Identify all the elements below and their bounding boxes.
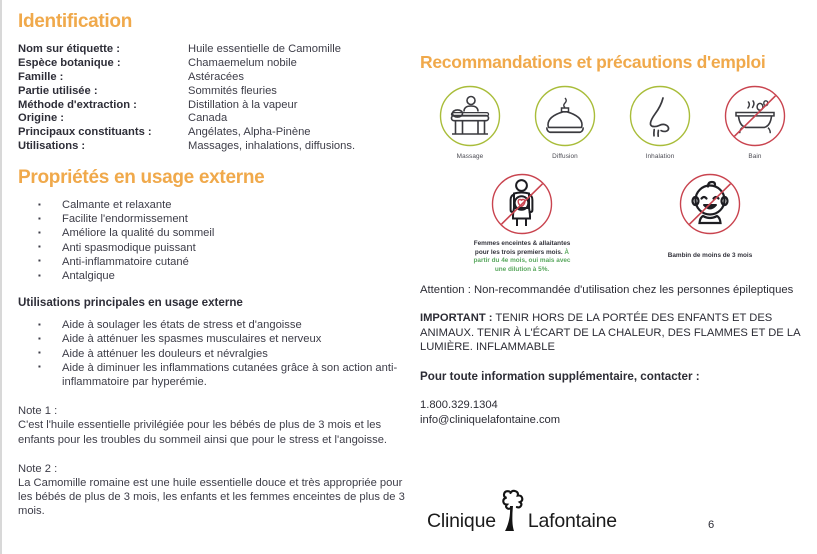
list-item: ▪ Antalgique — [18, 269, 410, 283]
usage-icon-massage — [428, 84, 512, 160]
list-item: ▪ Aide à atténuer les douleurs et névralgies — [18, 347, 410, 361]
recommendations-title: Recommandations et précautions d'emploi — [420, 52, 766, 72]
warning-icon-baby — [656, 172, 764, 274]
icon-caption: Diffusion — [552, 153, 578, 160]
list-item: ▪ Aide à atténuer les spasmes musculaires et nerveux — [18, 332, 410, 346]
contact-details — [420, 398, 805, 427]
row-value: Massages, inhalations, diffusions. — [188, 140, 356, 153]
row-label: Utilisations : — [18, 140, 86, 153]
warning-caption-dark: Femmes enceintes & allaitantes pour les trois premiers mois. — [473, 240, 571, 256]
table-row — [18, 99, 410, 113]
table-row — [18, 43, 410, 57]
page-left-edge-rule — [0, 0, 2, 554]
diffuser-icon — [533, 84, 597, 148]
note-heading: Note 1 : — [18, 405, 58, 418]
row-label: Partie utilisée : — [18, 84, 98, 97]
warning-icon-pregnant — [468, 172, 576, 274]
list-item: ▪ Aide à soulager les états de stress et d'angoisse — [18, 318, 410, 332]
uses-title: Utilisations principales en usage externe — [18, 296, 243, 310]
warning-caption — [468, 240, 576, 274]
note-heading: Note 2 : — [18, 462, 58, 475]
logo-word-lafontaine: Lafontaine — [527, 509, 617, 532]
properties-title: Propriétés en usage externe — [18, 167, 265, 189]
list-item: ▪ Facilite l'endormissement — [18, 212, 410, 226]
table-row — [18, 112, 410, 126]
row-value: Huile essentielle de Camomille — [188, 42, 341, 55]
attention-text: Attention : Non-recommandée d'utilisation chez les personnes épileptiques — [420, 284, 794, 297]
list-item: ▪ Anti-inflammatoire cutané — [18, 255, 410, 269]
massage-icon — [438, 84, 502, 148]
clinique-lafontaine-logo — [427, 487, 617, 531]
list-item: ▪ Aide à diminuer les inflammations cutanées grâce à son action anti-inflammatoire par hyperémie. — [18, 361, 410, 389]
note-body: C'est l'huile essentielle privilégiée pour les bébés de plus de 3 mois et les enfants pour les troubles du sommeil ainsi que pour le stress et l'angoisse. — [18, 419, 388, 446]
bathtub-icon — [723, 84, 787, 148]
row-label: Origine : — [18, 112, 64, 125]
row-value: Astéracées — [188, 70, 244, 83]
table-row — [18, 71, 410, 85]
tree-logo-icon — [497, 487, 527, 533]
icon-caption: Massage — [456, 153, 484, 160]
row-value: Chamaemelum nobile — [188, 56, 297, 69]
table-row — [18, 57, 410, 71]
row-value: Distillation à la vapeur — [188, 98, 298, 111]
row-label: Espèce botanique : — [18, 56, 121, 69]
table-row — [18, 126, 410, 140]
row-value: Canada — [188, 112, 228, 125]
list-item: ▪ Améliore la qualité du sommeil — [18, 226, 410, 240]
note-2 — [18, 462, 410, 519]
email-address: info@cliniquelafontaine.com — [420, 413, 561, 426]
important-text — [420, 311, 805, 354]
note-1 — [18, 404, 410, 447]
table-row — [18, 140, 410, 154]
note-body: La Camomille romaine est une huile essentielle douce et très appropriée pour les bébés de plus de 3 mois, les enfants et les femmes enceintes de plus de 3 mois. — [18, 477, 405, 518]
row-label: Méthode d'extraction : — [18, 98, 137, 111]
important-body: TENIR HORS DE LA PORTÉE DES ENFANTS ET DES ANIMAUX. TENIR À L'ÉCART DE LA CHALEUR, DES FLAMMES ET DE LA LUMIÈRE. INFLAMMABLE — [420, 312, 800, 353]
warning-caption: Bambin de moins de 3 mois — [667, 252, 753, 259]
baby-icon — [678, 172, 742, 236]
warning-icons-row — [420, 172, 805, 274]
list-item: ▪ Calmante et relaxante — [18, 198, 410, 212]
row-label: Famille : — [18, 70, 64, 83]
icon-caption: Inhalation — [645, 153, 675, 160]
warning-caption-green: À partir du 4e mois, oui mais avec une dilution à 5%. — [473, 248, 571, 273]
contact-heading: Pour toute information supplémentaire, contacter : — [420, 370, 700, 384]
icon-caption: Bain — [748, 153, 762, 160]
properties-list — [18, 198, 410, 283]
list-item: ▪ Anti spasmodique puissant — [18, 241, 410, 255]
identification-table — [18, 43, 410, 154]
usage-icons-row — [420, 84, 805, 160]
usage-icon-inhalation — [618, 84, 702, 160]
usage-icon-bain — [713, 84, 797, 160]
row-label: Principaux constituants : — [18, 126, 152, 139]
row-value: Angélates, Alpha-Pinène — [188, 126, 311, 139]
logo-word-clinique: Clinique — [427, 509, 496, 532]
left-column — [18, 12, 410, 519]
nose-icon — [628, 84, 692, 148]
row-value: Sommités fleuries — [188, 84, 277, 97]
uses-list — [18, 318, 410, 389]
identification-title: Identification — [18, 11, 133, 32]
pregnant-woman-icon — [490, 172, 554, 236]
page-number: 6 — [708, 519, 715, 531]
right-column — [420, 52, 805, 427]
row-label: Nom sur étiquette : — [18, 42, 120, 55]
phone-number: 1.800.329.1304 — [420, 399, 498, 412]
important-label: IMPORTANT : — [420, 312, 493, 325]
table-row — [18, 85, 410, 99]
usage-icon-diffusion — [523, 84, 607, 160]
